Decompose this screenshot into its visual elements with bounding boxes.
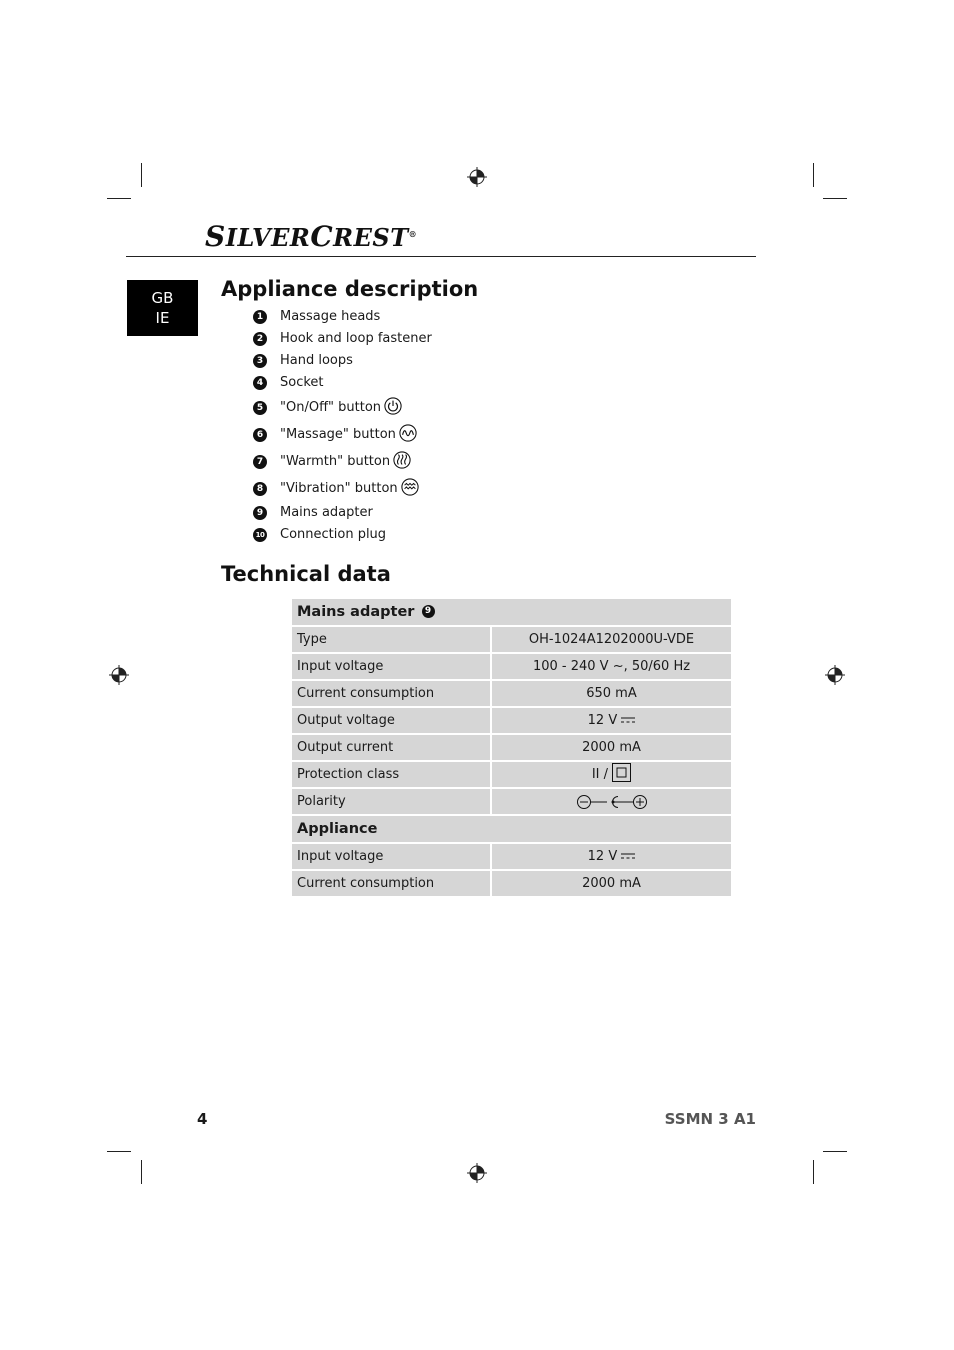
massage-wave-icon [399,424,417,442]
table-row: Type OH-1024A1202000U-VDE [291,626,732,653]
dc-symbol-icon [621,852,635,860]
table-row: Input voltage 100 - 240 V ~, 50/60 Hz [291,653,732,680]
item-number: 5 [253,401,267,415]
item-number: 6 [253,428,267,442]
table-row: Polarity [291,788,732,815]
power-icon [384,397,402,415]
item-number: 1 [253,310,267,324]
language-tab [127,280,198,336]
table-row: Input voltage 12 V [291,843,732,870]
list-item: 7 "Warmth" button [253,448,432,475]
list-item: 6 "Massage" button [253,421,432,448]
item-number: 10 [253,528,267,542]
list-item: 8 "Vibration" button [253,475,432,502]
dc-symbol-icon [621,716,635,724]
header-rule [126,256,756,257]
item-number: 3 [253,354,267,368]
model-number: SSMN 3 A1 [664,1110,756,1128]
list-item: 5 "On/Off" button [253,394,432,421]
table-row: Current consumption 2000 mA [291,870,732,897]
crop-mark [813,1160,814,1184]
item-number: 2 [253,332,267,346]
item-number: 9 [253,506,267,520]
heat-icon [393,451,411,469]
table-row: Protection class II / [291,761,732,788]
crop-mark [141,1160,142,1184]
language-code: IE [155,309,170,327]
table-section-header: Appliance [291,815,732,843]
crop-mark [823,1151,847,1152]
section-heading-appliance-description: Appliance description [221,277,479,301]
technical-data-table [290,597,733,898]
protection-class-ii-icon [612,763,631,782]
registration-mark-icon [467,167,487,187]
brand-logo: SILVERCREST® [205,220,418,253]
item-number: 9 [422,605,435,618]
registration-mark-icon [467,1163,487,1183]
list-item: 3 Hand loops [253,350,432,372]
registration-mark-icon [109,665,129,685]
item-number: 8 [253,482,267,496]
list-item: 2 Hook and loop fastener [253,328,432,350]
polarity-symbol-icon [576,794,648,810]
vibration-icon [401,478,419,496]
page-number: 4 [197,1110,208,1128]
crop-mark [107,198,131,199]
list-item: 10 Connection plug [253,524,432,546]
crop-mark [107,1151,131,1152]
section-heading-technical-data: Technical data [221,562,391,586]
list-item: 9 Mains adapter [253,502,432,524]
table-section-header: Mains adapter 9 [291,598,732,626]
crop-mark [141,163,142,187]
language-code: GB [151,289,174,307]
registration-mark-icon [825,665,845,685]
table-row: Output voltage 12 V [291,707,732,734]
list-item: 4 Socket [253,372,432,394]
table-row: Output current 2000 mA [291,734,732,761]
crop-mark [823,198,847,199]
item-number: 4 [253,376,267,390]
parts-list [253,306,432,546]
crop-mark [813,163,814,187]
table-row: Current consumption 650 mA [291,680,732,707]
list-item: 1 Massage heads [253,306,432,328]
item-number: 7 [253,455,267,469]
